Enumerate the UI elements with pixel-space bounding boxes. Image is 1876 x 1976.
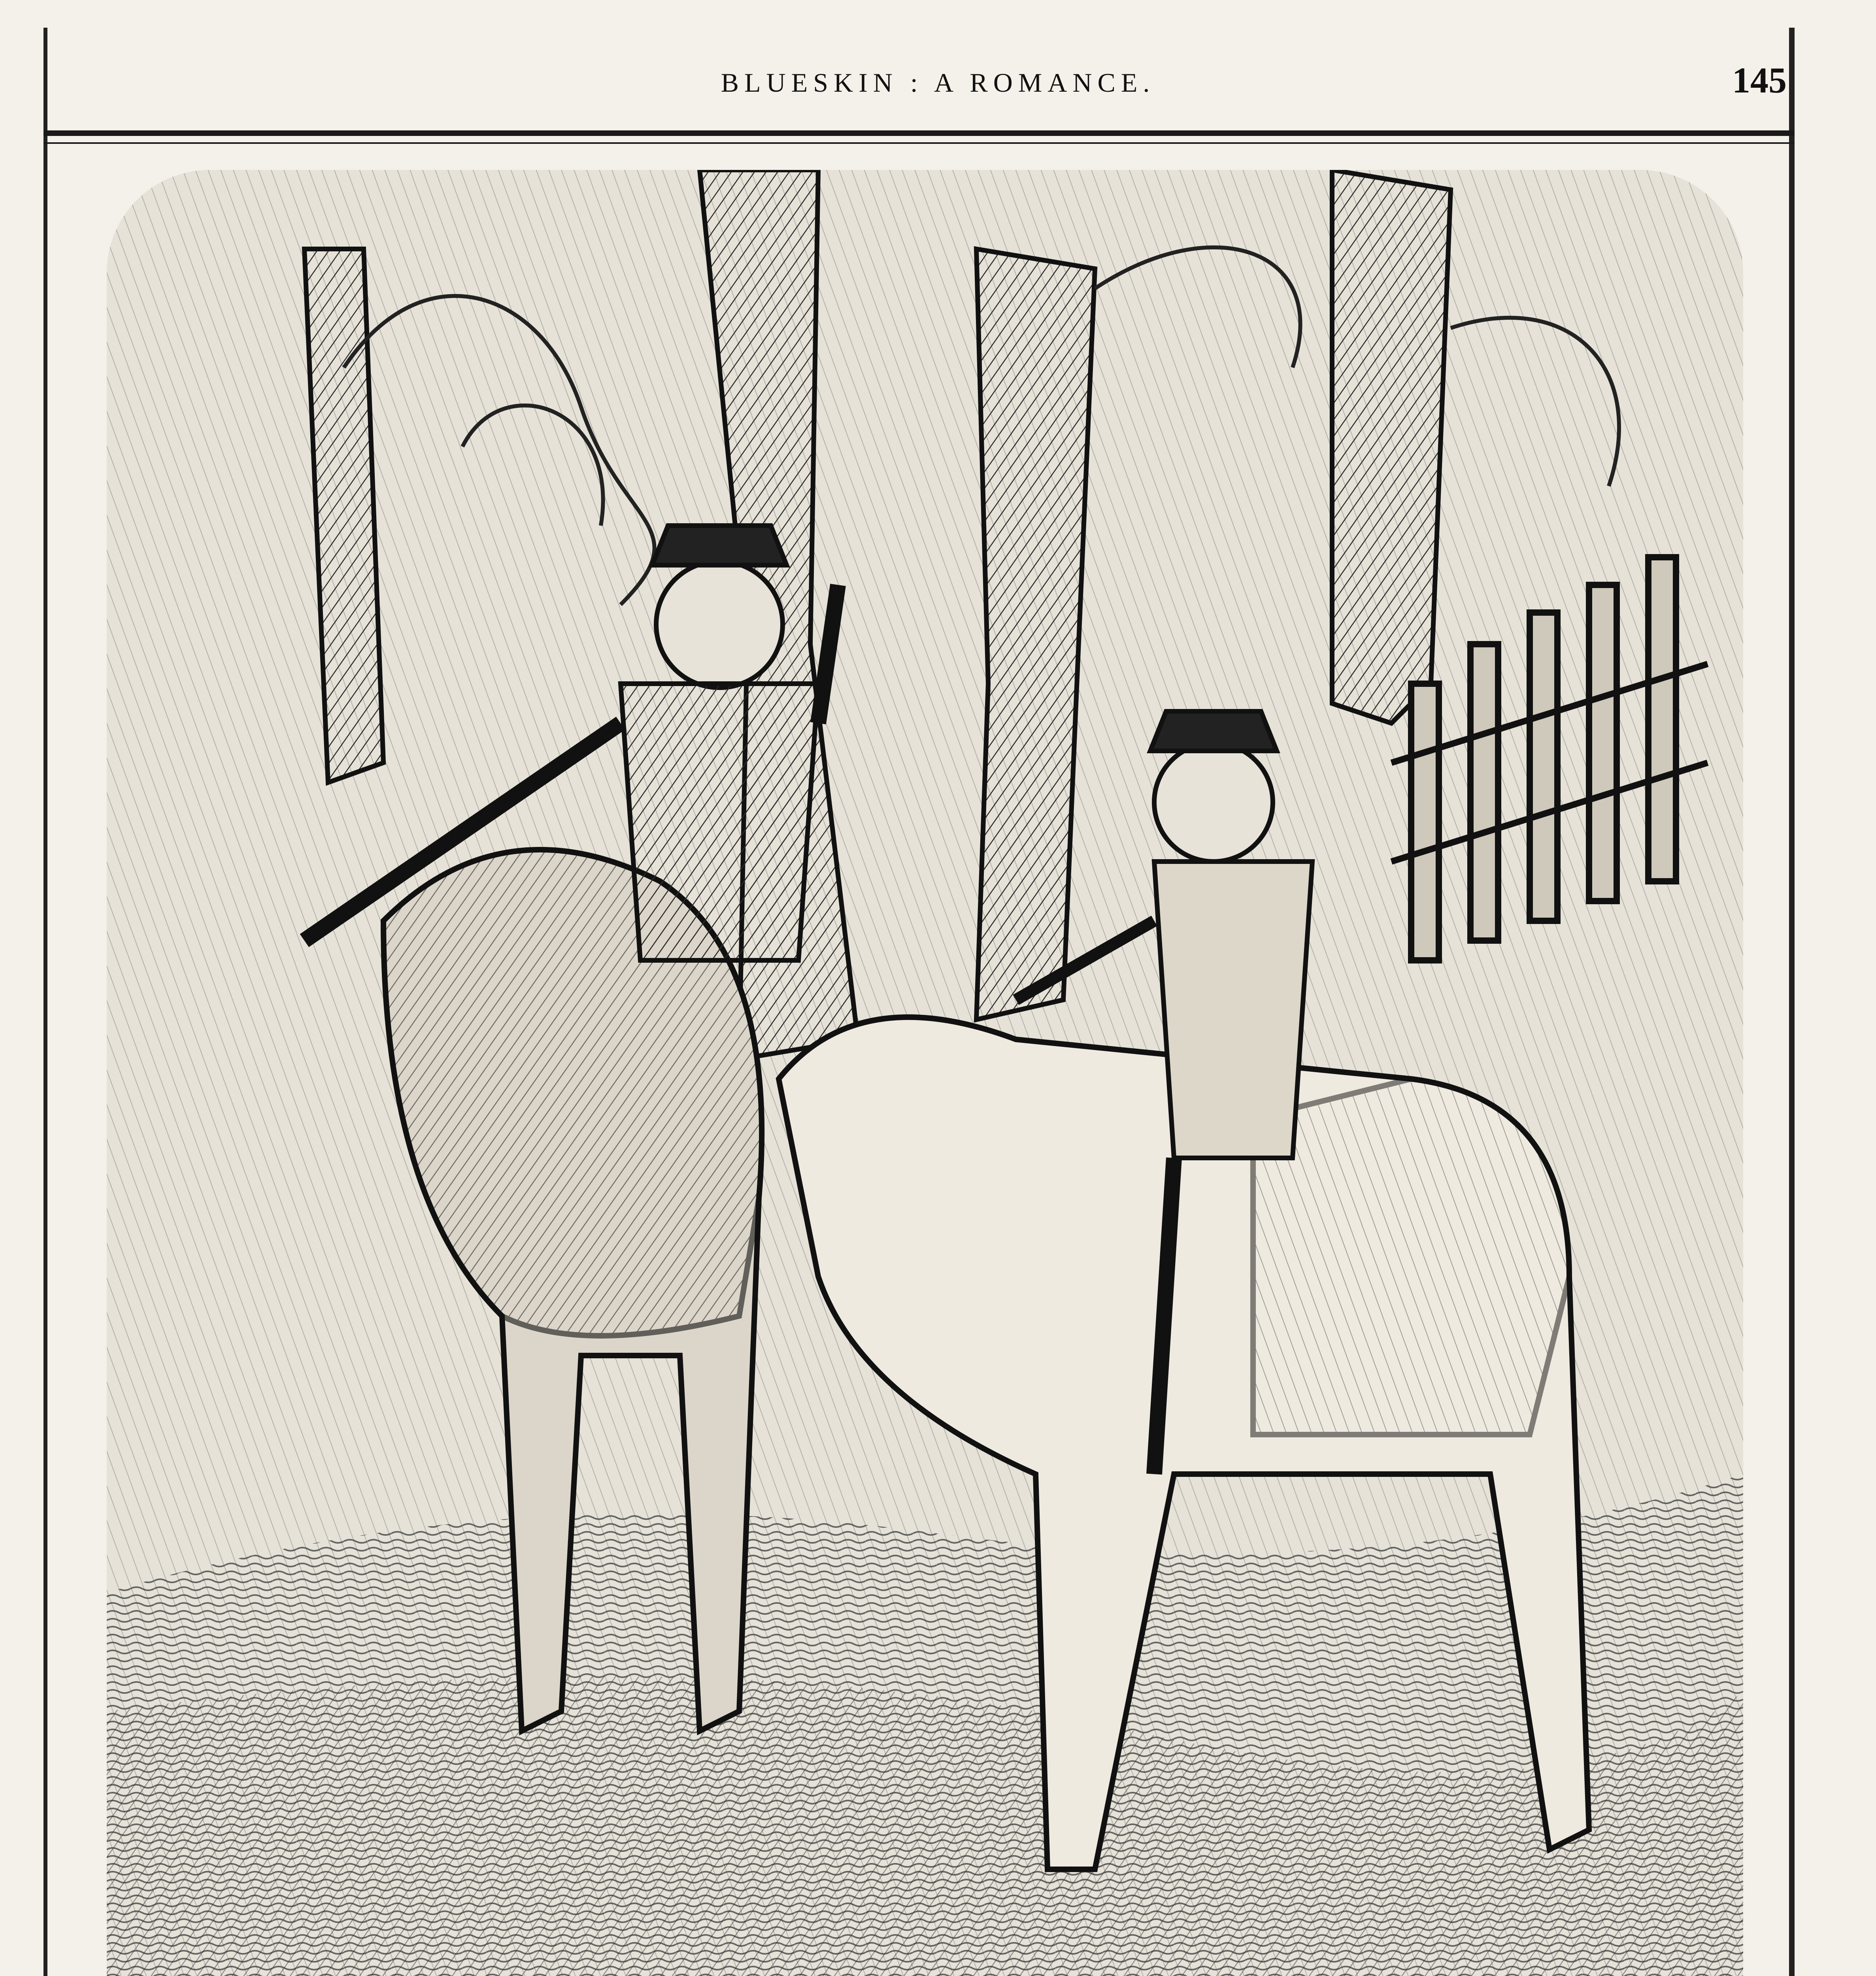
- running-title: BLUESKIN : A ROMANCE.: [721, 68, 1155, 98]
- engraving-illustration: [107, 170, 1743, 1976]
- header-rule: [43, 130, 1795, 136]
- page-number: 145: [1732, 60, 1787, 100]
- header-rule-thin: [43, 142, 1795, 144]
